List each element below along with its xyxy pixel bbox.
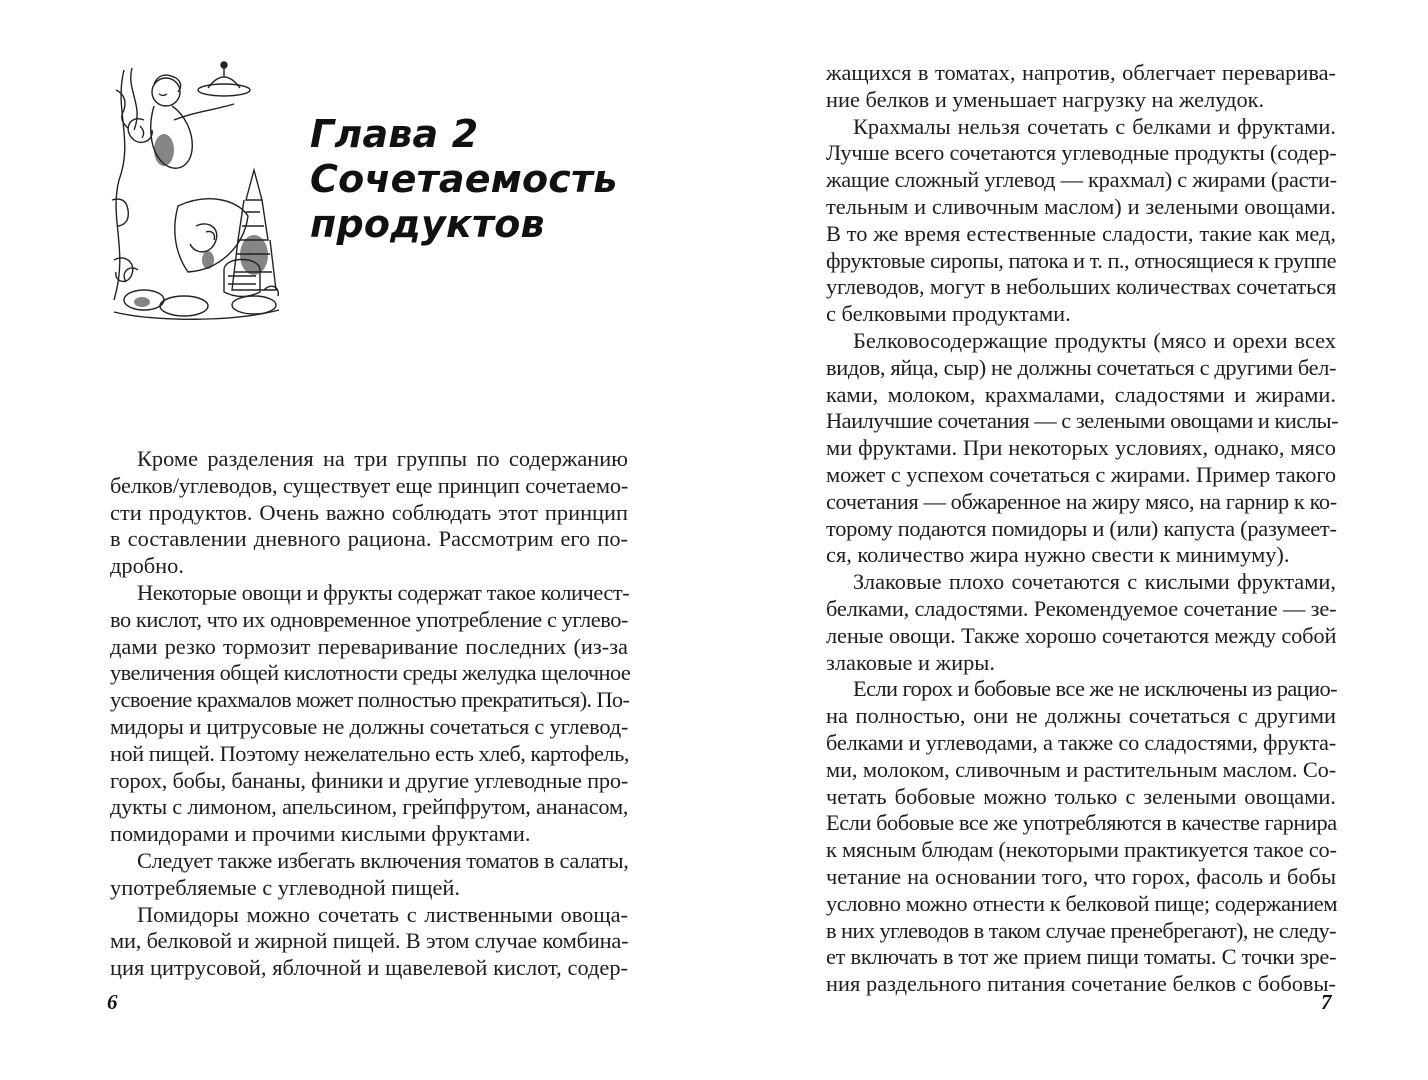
text-line: в составлении дневного рациона. Рассмотрим его по-	[110, 526, 628, 552]
text-line: употребляемые с углеводной пищей.	[110, 874, 460, 900]
text-line: злаковые и жиры.	[826, 649, 995, 675]
text-line: ками, молоком, крахмалами, сладостями и жирами.	[826, 381, 1336, 407]
text-line: усвоение крахмалов может полностью прекратиться). По-	[110, 687, 630, 713]
text-line: Белковосодержащие продукты (мясо и орехи всех	[853, 327, 1336, 353]
text-line: помидорами и прочими кислыми фруктами.	[110, 821, 531, 847]
text-line: четание на основании того, что горох, фасоль и бобы	[826, 863, 1336, 889]
text-line: Если бобовые все же употребляются в качестве гарнира	[826, 810, 1337, 836]
text-line: жащихся в томатах, напротив, облегчает переварива-	[826, 60, 1336, 85]
text-line: Следует также избегать включения томатов в салаты,	[137, 847, 629, 873]
text-line: дукты с лимоном, апельсином, грейпфрутом, ананасом,	[110, 794, 629, 820]
page-number-left: 6	[107, 990, 118, 1014]
text-line: Злаковые плохо сочетаются с кислыми фруктами,	[853, 569, 1336, 595]
chapter-title-line-2: продуктов	[310, 202, 545, 246]
left-page-body-text	[110, 446, 631, 982]
text-line: белками и углеводами, а также со сладостями, фрукта-	[826, 729, 1336, 755]
text-line: жащие сложный углевод — крахмал) с жирами (расти-	[826, 167, 1337, 193]
text-line: фруктовые сиропы, патока и т. п., относящиеся к группе	[826, 247, 1336, 273]
text-line: дами резко тормозит переваривание последних (из-за	[110, 633, 628, 659]
text-line: мидоры и цитрусовые не должны сочетаться с углевод-	[110, 713, 629, 739]
text-line: сочетания — обжаренное на жиру мясо, на гарнир к ко-	[826, 488, 1337, 514]
chapter-number: Глава 2	[310, 112, 479, 156]
text-line: во кислот, что их одновременное употребление с углево-	[110, 606, 629, 632]
text-line: может с успехом сочетаться с жирами. Пример такого	[826, 461, 1336, 487]
text-line: В то же время естественные сладости, такие как мед,	[826, 220, 1336, 246]
text-line: ми фруктами. При некоторых условиях, однако, мясо	[826, 435, 1336, 461]
text-line: увеличения общей кислотности среды желудка щелочное	[110, 660, 631, 686]
text-line: Если горох и бобовые все же не исключены из рацио-	[853, 676, 1337, 702]
text-line: четать бобовые можно только с зелеными овощами.	[826, 783, 1336, 809]
text-line: в них углеводов в таком случае пренебрегают), не следу-	[826, 917, 1336, 943]
text-line: Лучше всего сочетаются углеводные продукты (содер-	[826, 140, 1337, 166]
text-line: горох, бобы, бананы, финики и другие углеводные про-	[110, 767, 629, 793]
chapter-title-line-1: Сочетаемость	[310, 157, 618, 201]
text-line: белков/углеводов, существует еще принцип сочетаемо-	[110, 472, 629, 498]
text-line: Некоторые овощи и фрукты содержат такое количест-	[137, 579, 630, 605]
right-page-body-text	[826, 60, 1339, 998]
text-line: ми, белковой и жирной пищей. В этом случае комбина-	[110, 928, 629, 954]
text-line: сти продуктов. Очень важно соблюдать этот принцип	[110, 499, 628, 525]
text-line: с белковыми продуктами.	[826, 301, 1071, 327]
text-line: на полностью, они не должны сочетаться с другими	[826, 703, 1336, 729]
text-line: торому подаются помидоры и (или) капуста (разумеет-	[826, 515, 1337, 541]
text-line: ние белков и уменьшает нагрузку на желудок.	[826, 86, 1265, 112]
text-line: ния раздельного питания сочетание белков с бобовы-	[826, 971, 1336, 997]
text-line: к мясным блюдам (некоторыми практикуется такое со-	[826, 837, 1337, 863]
page-number-right: 7	[1321, 990, 1332, 1014]
text-line: Наилучшие сочетания — с зелеными овощами и кислы-	[826, 408, 1339, 434]
text-line: ми, молоком, сливочным и растительным маслом. Со-	[826, 756, 1337, 782]
text-line: тельным и сливочным маслом) и зелеными овощами.	[826, 193, 1336, 219]
text-line: дробно.	[110, 553, 184, 579]
text-line: условно можно отнести к белковой пище; содержанием	[826, 890, 1338, 916]
chapter-heading	[310, 112, 690, 247]
text-line: Крахмалы нельзя сочетать с белками и фруктами.	[853, 113, 1336, 139]
text-line: ция цитрусовой, яблочной и щавелевой кислот, содер-	[110, 955, 628, 981]
text-line: Кроме разделения на три группы по содержанию	[137, 446, 628, 471]
text-line: видов, яйца, сыр) не должны сочетаться с другими бел-	[826, 354, 1337, 380]
text-line: ся, количество жира нужно свести к минимуму).	[826, 542, 1290, 568]
text-line: леные овощи. Также хорошо сочетаются между собой	[826, 622, 1337, 648]
text-line: углеводов, могут в небольших количествах сочетаться	[826, 274, 1337, 300]
text-line: Помидоры можно сочетать с лиственными овоща-	[137, 901, 628, 927]
text-line: белками, сладостями. Рекомендуемое сочетание — зе-	[826, 595, 1337, 621]
cherub-ornament-illustration	[104, 50, 284, 330]
text-line: ет включать в тот же прием пищи томаты. С точки зре-	[826, 944, 1337, 970]
text-line: ной пищей. Поэтому нежелательно есть хлеб, картофель,	[110, 740, 629, 766]
right-page	[714, 0, 1428, 1080]
